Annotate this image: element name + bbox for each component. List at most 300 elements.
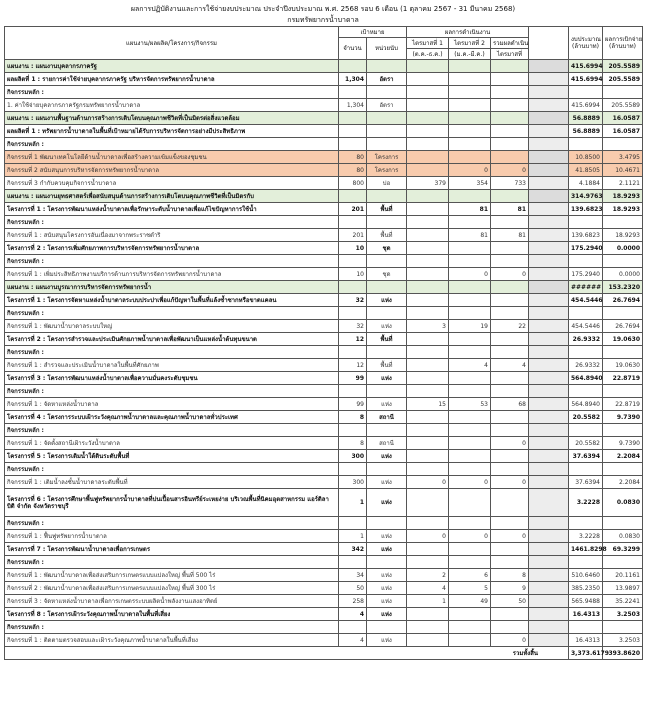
table-row: [5, 73, 643, 86]
cell-cum: [491, 216, 529, 229]
cell-name: ผลผลิตที่ 1 : ทรัพยากรน้ำบาดาลในพื้นที่เป้าหมายได้รับการบริหารจัดการอย่างมีประสิทธิภาพ: [5, 125, 339, 138]
cell-spacer: [529, 294, 569, 307]
cell-spent: 205.5589: [603, 73, 643, 86]
cell-spacer: [529, 621, 569, 634]
cell-q1: [407, 450, 449, 463]
cell-q1: [407, 99, 449, 112]
cell-spacer: [529, 595, 569, 608]
cell-qty: 800: [339, 177, 367, 190]
table-row: [5, 556, 643, 569]
table-row: [5, 307, 643, 320]
cell-cum: [491, 346, 529, 359]
cell-q1: [407, 333, 449, 346]
cell-unit: แห่ง: [367, 476, 407, 489]
cell-spacer: [529, 320, 569, 333]
cell-name: กิจกรรมที่ 1 : เติมน้ำลงชั้นน้ำบาดาลระดับพื้นที่: [5, 476, 339, 489]
cell-q1: [407, 463, 449, 476]
cell-spent: [603, 138, 643, 151]
cell-q2: [449, 556, 491, 569]
cell-cum: [491, 190, 529, 203]
cell-spent: 2.1121: [603, 177, 643, 190]
cell-q2: [449, 463, 491, 476]
cell-q2: [449, 372, 491, 385]
cell-budget: 139.6823: [569, 229, 603, 242]
cell-q1: [407, 346, 449, 359]
cell-cum: 0: [491, 634, 529, 647]
cell-unit: พื้นที่: [367, 359, 407, 372]
cell-spacer: [529, 556, 569, 569]
cell-unit: [367, 385, 407, 398]
cell-unit: แห่ง: [367, 543, 407, 556]
cell-unit: [367, 190, 407, 203]
cell-cum: [491, 543, 529, 556]
cell-spacer: [529, 73, 569, 86]
table-row: [5, 86, 643, 99]
cell-q1: [407, 216, 449, 229]
cell-q2: [449, 60, 491, 73]
cell-q1: [407, 203, 449, 216]
header-results: ผลการดำเนินงาน: [407, 27, 529, 38]
cell-budget: 564.8940: [569, 372, 603, 385]
cell-unit: แห่ง: [367, 582, 407, 595]
cell-unit: แห่ง: [367, 595, 407, 608]
cell-unit: [367, 138, 407, 151]
cell-qty: 201: [339, 203, 367, 216]
cell-unit: [367, 112, 407, 125]
cell-q2: [449, 190, 491, 203]
cell-name: กิจกรรมหลัก :: [5, 307, 339, 320]
cell-q2: 0: [449, 530, 491, 543]
cell-q1: [407, 86, 449, 99]
header-cum: รวมผลดำเนิน: [491, 38, 529, 49]
cell-qty: 99: [339, 372, 367, 385]
cell-budget: 3.2228: [569, 530, 603, 543]
cell-spacer: [529, 346, 569, 359]
cell-q1: [407, 138, 449, 151]
cell-qty: 12: [339, 333, 367, 346]
cell-qty: [339, 281, 367, 294]
cell-q2: [449, 621, 491, 634]
cell-spent: 18.9293: [603, 190, 643, 203]
cell-name: กิจกรรมที่ 2 สนับสนุนการบริหารจัดการทรัพยากรน้ำบาดาล: [5, 164, 339, 177]
cell-spent: 35.2241: [603, 595, 643, 608]
cell-q2: 6: [449, 569, 491, 582]
cell-unit: ชุด: [367, 268, 407, 281]
cell-q1: [407, 151, 449, 164]
cell-qty: 342: [339, 543, 367, 556]
cell-spacer: [529, 112, 569, 125]
cell-unit: โครงการ: [367, 164, 407, 177]
table-row: [5, 138, 643, 151]
cell-q2: [449, 333, 491, 346]
cell-q2: [449, 450, 491, 463]
cell-q1: [407, 255, 449, 268]
cell-unit: [367, 517, 407, 530]
cell-spent: 9.7390: [603, 411, 643, 424]
table-row: [5, 190, 643, 203]
cell-qty: 4: [339, 608, 367, 621]
cell-q1: [407, 112, 449, 125]
table-row: [5, 489, 643, 517]
cell-cum: 0: [491, 268, 529, 281]
cell-spent: 26.7694: [603, 294, 643, 307]
cell-qty: 258: [339, 595, 367, 608]
cell-q2: [449, 608, 491, 621]
cell-unit: [367, 424, 407, 437]
cell-name: กิจกรรมที่ 1 : ติดตามตรวจสอบและเฝ้าระวังคุณภาพน้ำบาดาลในพื้นที่เสี่ยง: [5, 634, 339, 647]
cell-spacer: [529, 569, 569, 582]
cell-q2: [449, 125, 491, 138]
cell-budget: 510.6460: [569, 569, 603, 582]
table-row: [5, 608, 643, 621]
header-q2: ไตรมาสที่ 2: [449, 38, 491, 49]
cell-unit: แห่ง: [367, 569, 407, 582]
cell-name: กิจกรรมที่ 1 : สำรวจและประเมินน้ำบาดาลในพื้นที่ศักยภาพ: [5, 359, 339, 372]
cell-name: โครงการที่ 2 : โครงการสำรวจและประเมินศักยภาพน้ำบาดาลเพื่อพัฒนาเป็นแหล่งน้ำต้นทุนขนาด: [5, 333, 339, 346]
cell-spent: [603, 307, 643, 320]
table-row: [5, 99, 643, 112]
cell-qty: 201: [339, 229, 367, 242]
cell-unit: [367, 307, 407, 320]
cell-budget: 415.6994: [569, 99, 603, 112]
cell-spent: 3.2503: [603, 634, 643, 647]
cell-budget: [569, 556, 603, 569]
table-row: [5, 437, 643, 450]
cell-q1: [407, 190, 449, 203]
header-spent: ผลการเบิกจ่าย (ล้านบาท): [603, 27, 643, 60]
total-row: [5, 647, 643, 660]
cell-spent: [603, 255, 643, 268]
cell-cum: [491, 608, 529, 621]
cell-spent: [603, 216, 643, 229]
cell-unit: พื้นที่: [367, 229, 407, 242]
cell-q1: [407, 164, 449, 177]
cell-budget: 10.8500: [569, 151, 603, 164]
cell-q2: [449, 138, 491, 151]
table-row: [5, 517, 643, 530]
cell-spent: [603, 621, 643, 634]
cell-cum: 0: [491, 476, 529, 489]
cell-q1: [407, 359, 449, 372]
cell-spent: 0.0000: [603, 268, 643, 281]
cell-q2: [449, 281, 491, 294]
cell-q2: [449, 424, 491, 437]
cell-name: กิจกรรมที่ 1 : พัฒนาน้ำบาดาลเพื่อส่งเสริมการเกษตรแบบแปลงใหญ่ พื้นที่ 500 ไร่: [5, 569, 339, 582]
table-row: [5, 281, 643, 294]
cell-unit: แห่ง: [367, 608, 407, 621]
cell-qty: 4: [339, 634, 367, 647]
cell-unit: [367, 463, 407, 476]
total-spent: 393.8620: [603, 647, 643, 660]
cell-budget: 20.5582: [569, 437, 603, 450]
cell-cum: 68: [491, 398, 529, 411]
cell-spacer: [529, 86, 569, 99]
cell-unit: [367, 216, 407, 229]
cell-q2: 5: [449, 582, 491, 595]
header-cum-sub: ไตรมาสที่: [491, 49, 529, 60]
cell-qty: 80: [339, 151, 367, 164]
cell-qty: [339, 346, 367, 359]
cell-unit: แห่ง: [367, 634, 407, 647]
cell-spent: 16.0587: [603, 112, 643, 125]
cell-q1: [407, 307, 449, 320]
cell-spacer: [529, 424, 569, 437]
cell-qty: [339, 190, 367, 203]
cell-q1: 1: [407, 595, 449, 608]
cell-q2: [449, 411, 491, 424]
cell-spent: [603, 517, 643, 530]
cell-spacer: [529, 164, 569, 177]
cell-cum: [491, 138, 529, 151]
cell-q2: 19: [449, 320, 491, 333]
cell-budget: 26.9332: [569, 359, 603, 372]
cell-qty: 99: [339, 398, 367, 411]
cell-spent: 19.0630: [603, 359, 643, 372]
cell-cum: [491, 255, 529, 268]
cell-name: แผนงาน : แผนงานพื้นฐานด้านการสร้างการเติบโตบนคุณภาพชีวิตที่เป็นมิตรต่อสิ่งแวดล้อม: [5, 112, 339, 125]
report-sheet: [4, 4, 642, 660]
cell-cum: [491, 242, 529, 255]
cell-spent: 18.9293: [603, 203, 643, 216]
cell-qty: [339, 216, 367, 229]
cell-cum: [491, 151, 529, 164]
cell-qty: 32: [339, 320, 367, 333]
cell-spacer: [529, 543, 569, 556]
cell-spent: [603, 556, 643, 569]
table-row: [5, 359, 643, 372]
cell-name: โครงการที่ 7 : โครงการพัฒนาน้ำบาดาลเพื่อการเกษตร: [5, 543, 339, 556]
cell-qty: [339, 424, 367, 437]
cell-unit: แห่ง: [367, 530, 407, 543]
cell-spacer: [529, 411, 569, 424]
cell-name: โครงการที่ 3 : โครงการพัฒนาแหล่งน้ำบาดาลเพื่อความมั่นคงระดับชุมชน: [5, 372, 339, 385]
cell-spent: 18.9293: [603, 229, 643, 242]
cell-name: แผนงาน : แผนงานบูรณาการบริหารจัดการทรัพยากรน้ำ: [5, 281, 339, 294]
cell-spent: 22.8719: [603, 398, 643, 411]
cell-unit: [367, 556, 407, 569]
cell-spacer: [529, 307, 569, 320]
cell-q1: [407, 556, 449, 569]
cell-spacer: [529, 517, 569, 530]
cell-unit: อัตรา: [367, 73, 407, 86]
cell-unit: [367, 346, 407, 359]
cell-name: กิจกรรมหลัก :: [5, 556, 339, 569]
cell-spent: 13.9897: [603, 582, 643, 595]
cell-spacer: [529, 530, 569, 543]
cell-name: โครงการที่ 1 : โครงการพัฒนาแหล่งน้ำบาดาลเพื่อรักษาระดับน้ำบาดาลเพื่อแก้ไขปัญหาการใช้น้ำ: [5, 203, 339, 216]
cell-budget: 175.2940: [569, 242, 603, 255]
cell-cum: [491, 125, 529, 138]
cell-budget: 1461.8298: [569, 543, 603, 556]
table-row: [5, 242, 643, 255]
cell-qty: 8: [339, 411, 367, 424]
cell-name: โครงการที่ 1 : โครงการจัดหาแหล่งน้ำบาดาลระบบประปาเพื่อแก้ปัญหาในพื้นที่แล้งซ้ำซากหรือขาดแคลน: [5, 294, 339, 307]
cell-q1: 3: [407, 320, 449, 333]
cell-qty: [339, 86, 367, 99]
table-row: [5, 216, 643, 229]
cell-spacer: [529, 138, 569, 151]
cell-spacer: [529, 281, 569, 294]
cell-budget: 56.8889: [569, 112, 603, 125]
cell-budget: [569, 138, 603, 151]
table-row: [5, 621, 643, 634]
cell-unit: [367, 86, 407, 99]
cell-spacer: [529, 489, 569, 517]
cell-q2: [449, 86, 491, 99]
table-row: [5, 543, 643, 556]
cell-spacer: [529, 190, 569, 203]
cell-cum: [491, 517, 529, 530]
cell-cum: [491, 294, 529, 307]
table-row: [5, 424, 643, 437]
cell-spacer: [529, 372, 569, 385]
cell-cum: [491, 333, 529, 346]
cell-budget: 564.8940: [569, 398, 603, 411]
cell-spent: 0.0830: [603, 530, 643, 543]
cell-q1: 15: [407, 398, 449, 411]
cell-q1: 0: [407, 476, 449, 489]
cell-qty: [339, 60, 367, 73]
cell-unit: [367, 255, 407, 268]
cell-qty: 1: [339, 489, 367, 517]
cell-unit: [367, 125, 407, 138]
cell-spent: [603, 86, 643, 99]
cell-cum: 0: [491, 437, 529, 450]
table-row: [5, 411, 643, 424]
cell-unit: แห่ง: [367, 489, 407, 517]
cell-spent: 205.5589: [603, 60, 643, 73]
header-target: เป้าหมาย: [339, 27, 407, 38]
cell-name: กิจกรรมหลัก :: [5, 346, 339, 359]
cell-budget: [569, 216, 603, 229]
cell-q2: [449, 385, 491, 398]
cell-spacer: [529, 99, 569, 112]
cell-qty: 32: [339, 294, 367, 307]
cell-cum: [491, 372, 529, 385]
table-row: [5, 530, 643, 543]
cell-q1: [407, 294, 449, 307]
cell-name: โครงการที่ 2 : โครงการเพิ่มศักยภาพการบริหารจัดการทรัพยากรน้ำบาดาล: [5, 242, 339, 255]
cell-q1: [407, 517, 449, 530]
cell-unit: แห่ง: [367, 294, 407, 307]
cell-spent: 9.7390: [603, 437, 643, 450]
total-label: รวมทั้งสิ้น: [5, 647, 569, 660]
cell-q2: [449, 73, 491, 86]
cell-budget: 41.8505: [569, 164, 603, 177]
cell-cum: [491, 281, 529, 294]
cell-qty: 10: [339, 242, 367, 255]
table-row: [5, 320, 643, 333]
cell-q1: [407, 268, 449, 281]
cell-q2: 81: [449, 229, 491, 242]
cell-spacer: [529, 437, 569, 450]
cell-qty: [339, 125, 367, 138]
cell-name: กิจกรรมที่ 1 : พัฒนาน้ำบาดาลระบบใหญ่: [5, 320, 339, 333]
cell-unit: สถานี: [367, 411, 407, 424]
cell-name: โครงการที่ 5 : โครงการเติมน้ำใต้ดินระดับพื้นที่: [5, 450, 339, 463]
cell-q2: [449, 294, 491, 307]
cell-cum: 22: [491, 320, 529, 333]
cell-budget: [569, 517, 603, 530]
cell-spacer: [529, 582, 569, 595]
cell-budget: [569, 346, 603, 359]
cell-cum: [491, 450, 529, 463]
cell-q2: [449, 543, 491, 556]
cell-unit: สถานี: [367, 437, 407, 450]
cell-budget: 415.6994: [569, 60, 603, 73]
cell-qty: [339, 138, 367, 151]
cell-unit: [367, 621, 407, 634]
cell-qty: 34: [339, 569, 367, 582]
cell-spacer: [529, 398, 569, 411]
cell-budget: 16.4313: [569, 608, 603, 621]
performance-table: [4, 26, 643, 660]
cell-cum: 8: [491, 569, 529, 582]
cell-cum: [491, 86, 529, 99]
cell-q1: [407, 634, 449, 647]
cell-qty: 12: [339, 359, 367, 372]
cell-name: กิจกรรมหลัก :: [5, 424, 339, 437]
cell-q1: 4: [407, 582, 449, 595]
cell-name: แผนงาน : แผนงานบุคลากรภาครัฐ: [5, 60, 339, 73]
cell-name: กิจกรรมหลัก :: [5, 621, 339, 634]
cell-qty: [339, 112, 367, 125]
cell-unit: โครงการ: [367, 151, 407, 164]
cell-unit: พื้นที่: [367, 333, 407, 346]
cell-cum: [491, 424, 529, 437]
cell-name: 1. ค่าใช้จ่ายบุคลากรภาครัฐกรมทรัพยากรน้ำบาดาล: [5, 99, 339, 112]
cell-spacer: [529, 151, 569, 164]
cell-spent: [603, 424, 643, 437]
header-unit: หน่วยนับ: [367, 38, 407, 60]
cell-q2: [449, 634, 491, 647]
cell-cum: [491, 99, 529, 112]
table-row: [5, 346, 643, 359]
cell-q1: [407, 125, 449, 138]
cell-q2: [449, 99, 491, 112]
cell-qty: [339, 385, 367, 398]
cell-spacer: [529, 268, 569, 281]
cell-q2: [449, 307, 491, 320]
cell-cum: [491, 463, 529, 476]
cell-budget: [569, 621, 603, 634]
cell-unit: แห่ง: [367, 372, 407, 385]
cell-q1: [407, 437, 449, 450]
cell-budget: ######: [569, 281, 603, 294]
header-budget: งบประมาณ (ล้านบาท): [569, 27, 603, 60]
cell-cum: 81: [491, 203, 529, 216]
cell-qty: [339, 621, 367, 634]
header-qty: จำนวน: [339, 38, 367, 60]
cell-q1: 0: [407, 530, 449, 543]
header-name: แผนงาน/ผลผลิต/โครงการ/กิจกรรม: [5, 27, 339, 60]
cell-q1: [407, 621, 449, 634]
cell-name: กิจกรรมที่ 3 : จัดหาแหล่งน้ำบาดาลเพื่อการเกษตรระบบผลิตน้ำพลังงานแสงอาทิตย์: [5, 595, 339, 608]
table-row: [5, 372, 643, 385]
cell-q1: [407, 281, 449, 294]
cell-q1: [407, 60, 449, 73]
cell-qty: [339, 517, 367, 530]
table-row: [5, 60, 643, 73]
table-row: [5, 268, 643, 281]
cell-budget: 415.6994: [569, 73, 603, 86]
cell-q2: [449, 151, 491, 164]
cell-name: ผลผลิตที่ 1 : รายการค่าใช้จ่ายบุคลากรภาครัฐ บริหารจัดการทรัพยากรน้ำบาดาล: [5, 73, 339, 86]
cell-budget: [569, 424, 603, 437]
cell-cum: 4: [491, 359, 529, 372]
cell-cum: [491, 60, 529, 73]
total-budget: 3,373.6179: [569, 647, 603, 660]
